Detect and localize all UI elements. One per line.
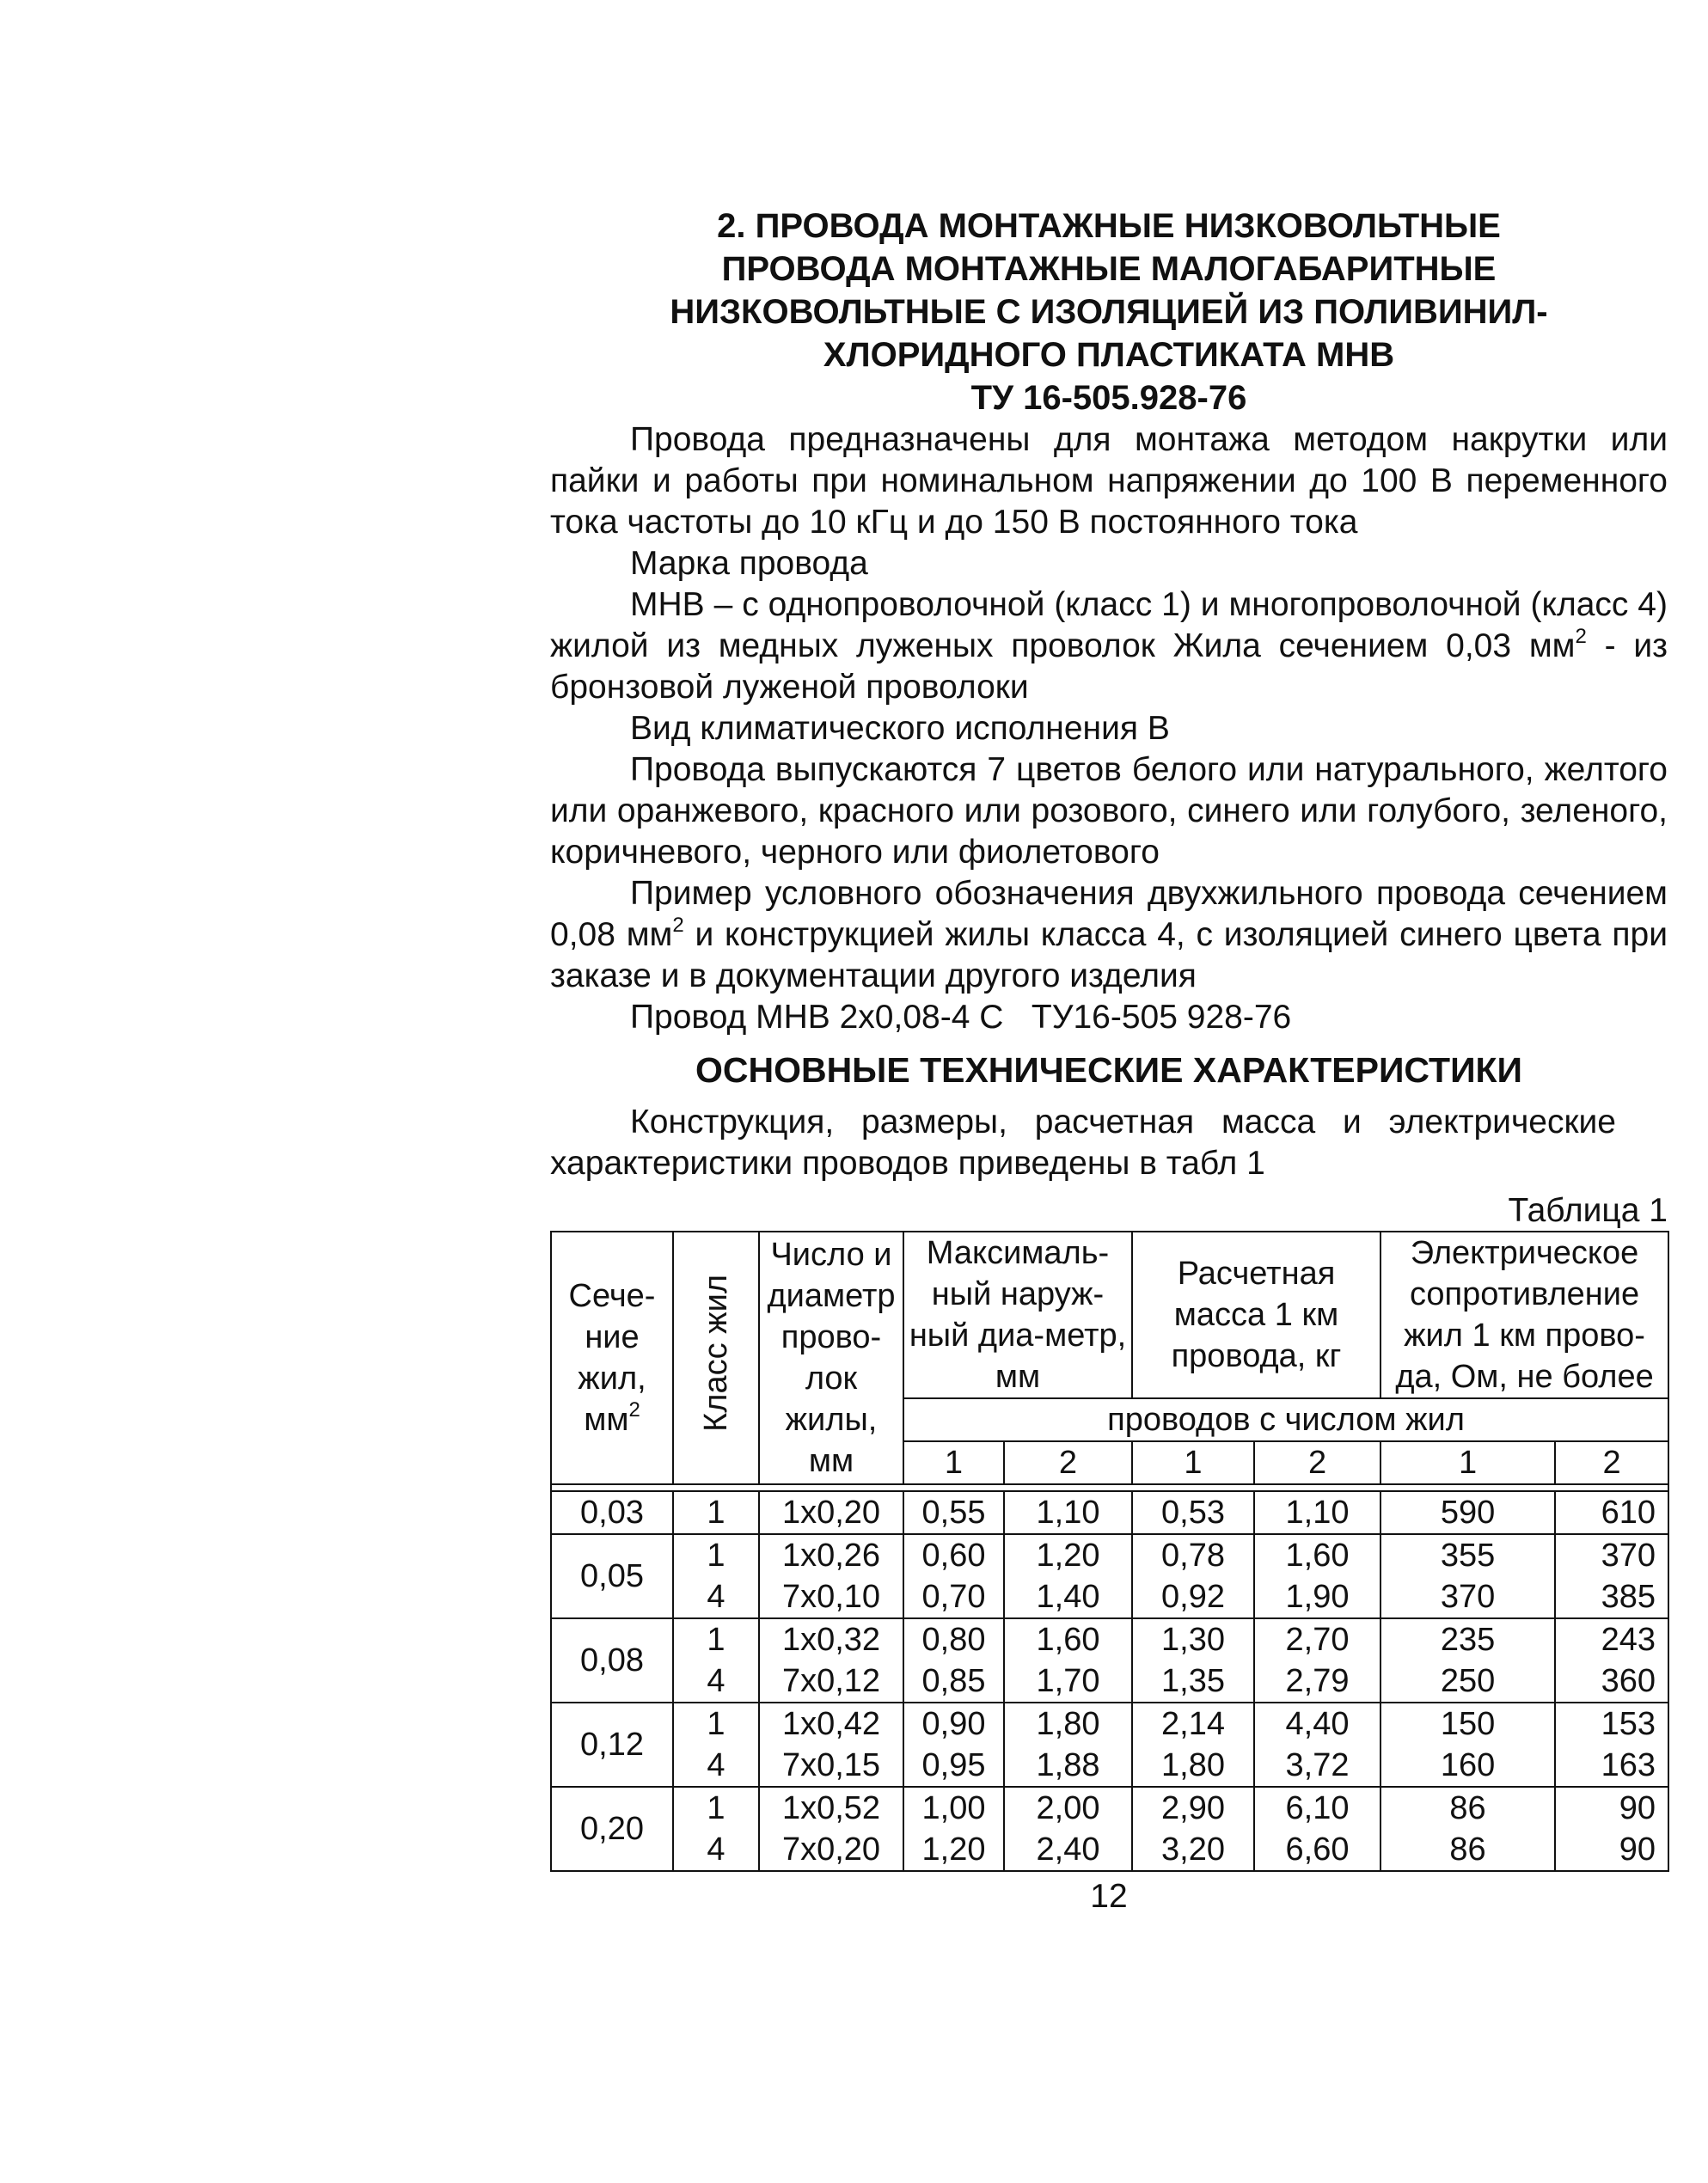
cell-m2: 2,79 [1254, 1660, 1380, 1703]
cell-r2: 243 [1555, 1618, 1668, 1660]
cell-wire: 1х0,32 [759, 1618, 903, 1660]
cell-d1: 0,55 [903, 1491, 1004, 1534]
page-title [550, 205, 1668, 419]
cell-r1: 370 [1380, 1576, 1555, 1618]
cell-r1: 150 [1380, 1703, 1555, 1745]
cell-section: 0,12 [551, 1703, 673, 1787]
cell-r2: 90 [1555, 1829, 1668, 1871]
cell-m2: 6,60 [1254, 1829, 1380, 1871]
brand-description [550, 584, 1668, 708]
cell-m1: 3,20 [1132, 1829, 1254, 1871]
colors-paragraph: Провода выпускаются 7 цветов белого или натурального, желтого или оранжевого, красного или розового, синего или голубого, зеленого, коричневого, черного или фиолетового [550, 751, 1668, 871]
cell-class: 1 [673, 1534, 759, 1576]
cell-m1: 2,90 [1132, 1787, 1254, 1829]
cell-section: 0,05 [551, 1534, 673, 1618]
header-n2: 2 [1004, 1441, 1132, 1484]
superscript: 2 [1575, 625, 1587, 648]
cell-m2: 6,10 [1254, 1787, 1380, 1829]
group-0-12 [551, 1703, 1668, 1787]
header-by-wires: проводов с числом жил [903, 1398, 1668, 1441]
header-n1: 1 [903, 1441, 1004, 1484]
header-n2: 2 [1254, 1441, 1380, 1484]
cell-r1: 590 [1380, 1491, 1555, 1534]
cell-r2: 90 [1555, 1787, 1668, 1829]
cell-d2: 1,88 [1004, 1745, 1132, 1787]
cell-m2: 1,10 [1254, 1491, 1380, 1534]
intro-paragraph: Конструкция, размеры, расчетная масса и электрические характеристики проводов приведены в табл 1 [550, 1104, 1616, 1182]
header-class [673, 1232, 759, 1484]
group-0-05 [551, 1534, 1668, 1618]
page-number: 12 [1090, 1878, 1128, 1915]
title-line: 2. ПРОВОДА МОНТАЖНЫЕ НИЗКОВОЛЬТНЫЕ [717, 207, 1501, 245]
table-row [551, 1829, 1668, 1871]
cell-r1: 235 [1380, 1618, 1555, 1660]
cell-wire: 1х0,26 [759, 1534, 903, 1576]
page-content [550, 205, 1668, 1917]
cell-d2: 1,60 [1004, 1618, 1132, 1660]
title-spec: ТУ 16-505.928-76 [970, 379, 1247, 417]
cell-wire: 7х0,12 [759, 1660, 903, 1703]
cell-class: 1 [673, 1618, 759, 1660]
cell-r2: 163 [1555, 1745, 1668, 1787]
header-max-diameter: Максималь-ный наруж-ный диа-метр, мм [903, 1232, 1132, 1398]
table-row [551, 1703, 1668, 1745]
purpose-paragraph: Провода предназначены для монтажа методом накрутки или пайки и работы при номинальном напряжении до 100 В переменного тока частоты до 10 кГц и до 150 В постоянного тока [550, 421, 1668, 541]
cell-m1: 1,80 [1132, 1745, 1254, 1787]
cell-d1: 0,90 [903, 1703, 1004, 1745]
superscript: 2 [672, 914, 684, 937]
cell-m1: 0,92 [1132, 1576, 1254, 1618]
cell-m1: 0,78 [1132, 1534, 1254, 1576]
cell-r1: 355 [1380, 1534, 1555, 1576]
cell-class: 1 [673, 1787, 759, 1829]
cell-r2: 385 [1555, 1576, 1668, 1618]
cell-d1: 0,80 [903, 1618, 1004, 1660]
cell-m1: 1,30 [1132, 1618, 1254, 1660]
cell-wire: 7х0,10 [759, 1576, 903, 1618]
cell-m2: 2,70 [1254, 1618, 1380, 1660]
title-line: НИЗКОВОЛЬТНЫЕ С ИЗОЛЯЦИЕЙ ИЗ ПОЛИВИНИЛ- [670, 293, 1548, 331]
cell-m1: 0,53 [1132, 1491, 1254, 1534]
example-text-end: и конструкцией жилы класса 4, с изоляцией синего цвета при заказе и в документации другого изделия [550, 916, 1668, 994]
cell-d1: 1,20 [903, 1829, 1004, 1871]
header-section-text: Сече-ние жил, мм [568, 1278, 656, 1438]
cell-wire: 7х0,20 [759, 1829, 903, 1871]
example-text: Пример условного обозначения двухжильного провода сечением 0,08 мм [550, 875, 1668, 953]
group-0-20 [551, 1787, 1668, 1871]
header-mass: Расчетная масса 1 км провода, кг [1132, 1232, 1380, 1398]
cell-d2: 1,70 [1004, 1660, 1132, 1703]
header-n2: 2 [1555, 1441, 1668, 1484]
cell-r1: 86 [1380, 1829, 1555, 1871]
cell-section: 0,20 [551, 1787, 673, 1871]
brand-label: Марка провода [630, 545, 868, 582]
cell-m2: 3,72 [1254, 1745, 1380, 1787]
cell-d1: 0,85 [903, 1660, 1004, 1703]
section-title: ОСНОВНЫЕ ТЕХНИЧЕСКИЕ ХАРАКТЕРИСТИКИ [695, 1050, 1523, 1090]
cell-class: 4 [673, 1829, 759, 1871]
cell-r1: 250 [1380, 1660, 1555, 1703]
header-section [551, 1232, 673, 1484]
cell-d1: 0,70 [903, 1576, 1004, 1618]
table-header-row [551, 1232, 1668, 1398]
header-resistance: Электрическое сопротивление жил 1 км прово-да, Ом, не более [1380, 1232, 1668, 1398]
table-row [551, 1745, 1668, 1787]
cell-d1: 0,60 [903, 1534, 1004, 1576]
title-line: ХЛОРИДНОГО ПЛАСТИКАТА МНВ [823, 336, 1395, 374]
climate-paragraph: Вид климатического исполнения В [630, 710, 1170, 747]
cell-r1: 160 [1380, 1745, 1555, 1787]
table-row [551, 1618, 1668, 1660]
cell-m2: 4,40 [1254, 1703, 1380, 1745]
superscript: 2 [628, 1398, 640, 1422]
example-code: Провод МНВ 2х0,08-4 С ТУ16-505 928-76 [630, 999, 1292, 1036]
table-row [551, 1787, 1668, 1829]
header-separator [551, 1484, 1668, 1491]
brand-text: МНВ – с однопроволочной (класс 1) и многопроволочной (класс 4) жилой из медных луженых проволок Жила сечением 0,03 мм [550, 586, 1668, 664]
cell-wire: 1х0,42 [759, 1703, 903, 1745]
cell-m2: 1,90 [1254, 1576, 1380, 1618]
header-class-text: Класс жил [698, 1274, 734, 1432]
cell-d2: 2,00 [1004, 1787, 1132, 1829]
table-row [551, 1491, 1668, 1534]
cell-class: 4 [673, 1576, 759, 1618]
cell-r2: 153 [1555, 1703, 1668, 1745]
cell-m1: 1,35 [1132, 1660, 1254, 1703]
cell-d2: 1,20 [1004, 1534, 1132, 1576]
table-row [551, 1534, 1668, 1576]
cell-wire: 1х0,52 [759, 1787, 903, 1829]
cell-d2: 1,80 [1004, 1703, 1132, 1745]
cell-class: 4 [673, 1745, 759, 1787]
group-0-03 [551, 1491, 1668, 1534]
header-n1: 1 [1380, 1441, 1555, 1484]
cell-d1: 0,95 [903, 1745, 1004, 1787]
header-n1: 1 [1132, 1441, 1254, 1484]
cell-wire: 7х0,15 [759, 1745, 903, 1787]
separator-cell [551, 1484, 1668, 1491]
table-row [551, 1576, 1668, 1618]
cell-wire: 1х0,20 [759, 1491, 903, 1534]
group-0-08 [551, 1618, 1668, 1703]
cell-section: 0,03 [551, 1491, 673, 1534]
cell-section: 0,08 [551, 1618, 673, 1703]
brand-text-end: - из бронзовой луженой проволоки [550, 627, 1668, 706]
cell-d2: 2,40 [1004, 1829, 1132, 1871]
cell-r1: 86 [1380, 1787, 1555, 1829]
cell-r2: 360 [1555, 1660, 1668, 1703]
cell-class: 1 [673, 1703, 759, 1745]
cell-d2: 1,10 [1004, 1491, 1132, 1534]
example-paragraph [550, 873, 1668, 997]
cell-r2: 610 [1555, 1491, 1668, 1534]
spec-table [550, 1231, 1669, 1872]
cell-d2: 1,40 [1004, 1576, 1132, 1618]
cell-r2: 370 [1555, 1534, 1668, 1576]
cell-class: 1 [673, 1491, 759, 1534]
cell-m2: 1,60 [1254, 1534, 1380, 1576]
header-count: Число и диаметр прово-лок жилы, мм [759, 1232, 903, 1484]
cell-m1: 2,14 [1132, 1703, 1254, 1745]
cell-class: 4 [673, 1660, 759, 1703]
table-row [551, 1660, 1668, 1703]
cell-d1: 1,00 [903, 1787, 1004, 1829]
table-caption: Таблица 1 [1508, 1192, 1668, 1229]
title-line: ПРОВОДА МОНТАЖНЫЕ МАЛОГАБАРИТНЫЕ [721, 250, 1497, 288]
